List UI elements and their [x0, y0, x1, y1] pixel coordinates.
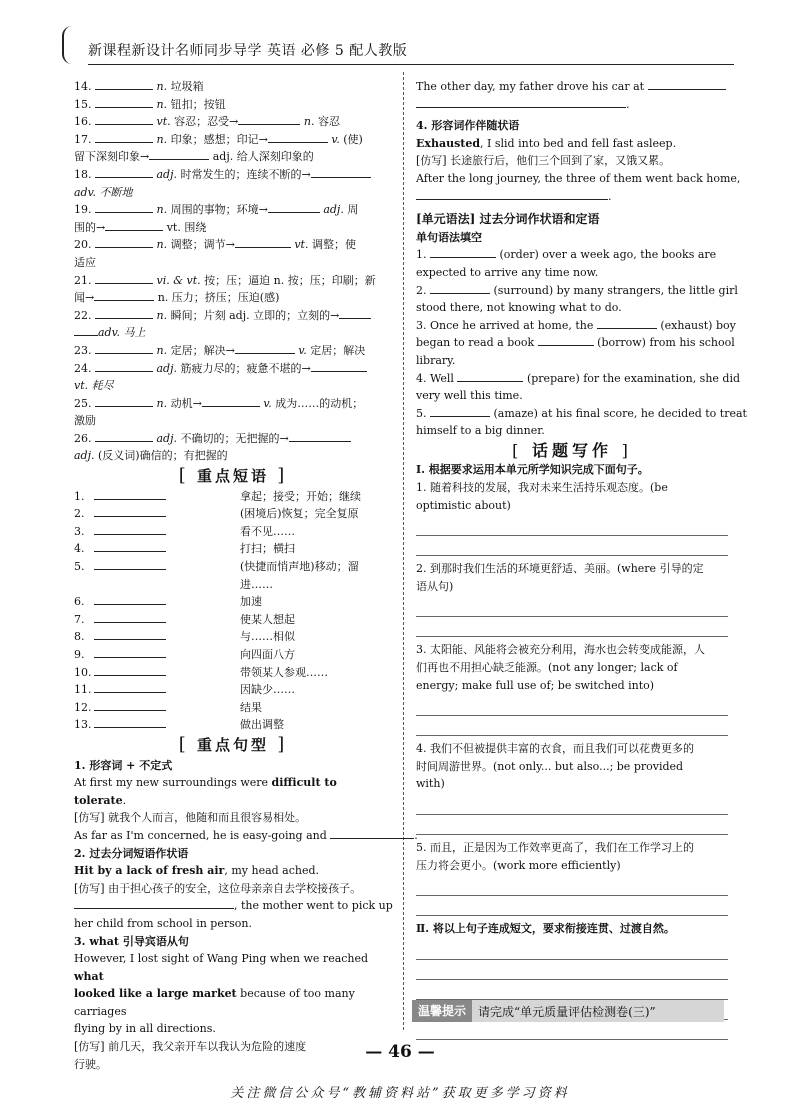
page-number: — 46 — [365, 1042, 435, 1062]
vocab-item-24-cont: vt. 耗尽 [74, 379, 114, 393]
phrase-item: 1. 拿起；接受；开始；继续 [74, 489, 361, 503]
phrase-item: 6. 加速 [74, 595, 262, 609]
answer-lines[interactable] [416, 516, 728, 556]
phrase-item: 3. 看不见…… [74, 524, 295, 538]
page-header-title: 新课程新设计名师同步导学 英语 必修 5 配人教版 [88, 43, 408, 59]
answer-blank[interactable] [311, 166, 371, 178]
answer-blank[interactable] [430, 246, 496, 258]
phrase-item: 8. 与……相似 [74, 630, 295, 644]
vocab-item-24: 24. adj. 筋疲力尽的；疲惫不堪的→ [74, 360, 392, 378]
answer-blank[interactable] [74, 324, 98, 336]
pattern-3-imitate-cont: 行驶。 [74, 1057, 107, 1071]
vocab-item-17: 17. n. 印象；感想；印记→ v. (使) [74, 132, 363, 146]
writing-part1-heading: Ⅰ. 根据要求运用本单元所学知识完成下面句子。 [416, 463, 649, 477]
answer-blank[interactable] [149, 148, 209, 160]
answer-blank[interactable] [95, 131, 153, 143]
answer-blank[interactable] [95, 430, 153, 442]
grammar-item-5: 5. (amaze) at his final score, he decided to treat [416, 406, 747, 420]
reminder-banner [412, 1000, 724, 1022]
grammar-heading: [单元语法] 过去分词作状语和定语 [416, 212, 600, 227]
answer-blank[interactable] [94, 505, 166, 517]
writing-exercises [416, 479, 728, 916]
vocab-item-22: 22. n. 瞬间；片刻 adj. 立即的；立刻的→ [74, 307, 392, 325]
grammar-item-2: 2. (surround) by many strangers, the little girl [416, 283, 738, 297]
pattern-2-example: Hit by a lack of fresh air, my head ached. [74, 864, 320, 878]
pattern-3-example-cont: looked like a large market because of too many carriages [74, 987, 355, 1018]
pattern-2-heading: 2. 过去分词短语作状语 [74, 846, 189, 860]
vocab-item-23: 23. n. 定居；解决→ v. 定居；解决 [74, 343, 366, 357]
pattern-4-fill: After the long journey, the three of them went back home, [416, 171, 741, 185]
sentences-section-title: [ 重点句型 ] [178, 733, 288, 755]
footer-note: 关注微信公众号“教辅资料站”获取更多学习资料 [230, 1086, 570, 1101]
answer-blank[interactable] [95, 166, 153, 178]
phrase-item: 11. 因缺少…… [74, 683, 295, 697]
vocab-list [74, 78, 392, 465]
grammar-item-1-cont: expected to arrive any time now. [416, 265, 599, 279]
answer-blank[interactable] [430, 282, 490, 294]
writing-item-4: 4. 我们不但被提供丰富的衣食，而且我们可以花费更多的 时间周游世界。(not only... but also...; be provided with) [416, 740, 728, 835]
answer-blank[interactable] [330, 827, 414, 839]
answer-blank[interactable] [95, 236, 153, 248]
phrase-item: 9. 向四面八方 [74, 648, 295, 661]
answer-blank[interactable] [311, 360, 367, 372]
pattern-1-heading: 1. 形容词 + 不定式 [74, 758, 173, 772]
answer-blank[interactable] [105, 219, 163, 231]
vocab-item-16: 16. vt. 容忍；忍受→ n. 容忍 [74, 115, 340, 129]
answer-blank[interactable] [235, 342, 295, 354]
grammar-item-4-cont: very well this time. [416, 389, 523, 403]
answer-blank[interactable] [95, 113, 153, 125]
answer-blank[interactable] [95, 360, 153, 372]
answer-blank[interactable] [94, 523, 166, 535]
answer-blank[interactable] [289, 430, 351, 442]
pattern-4-fill-cont: . [416, 188, 728, 206]
answer-lines[interactable] [416, 696, 728, 736]
answer-blank[interactable] [339, 307, 371, 319]
pattern-3-imitate: [仿写] 前几天，我父亲开车以我认为危险的速度 [74, 1040, 307, 1054]
answer-blank[interactable] [94, 628, 166, 640]
answer-blank[interactable] [94, 699, 166, 711]
vocab-item-25-cont: 激励 [74, 414, 96, 428]
grammar-item-5-cont: himself to a big dinner. [416, 424, 545, 438]
answer-blank[interactable] [538, 334, 594, 346]
answer-lines[interactable] [416, 876, 728, 916]
answer-blank[interactable] [430, 405, 490, 417]
phrases-section-title: [ 重点短语 ] [178, 465, 288, 487]
answer-blank[interactable] [95, 342, 153, 354]
writing-item-3: 3. 太阳能、风能将会被充分利用，海水也会转变成能源，人 们再也不用担心缺乏能源。(not any longer; lack of energy; make full use of; be switched into) [416, 641, 728, 736]
phrase-item: 5. (快捷而悄声地)移动；溜 [74, 560, 359, 574]
answer-blank[interactable] [74, 897, 234, 909]
vocab-item-21-cont: 闻→ n. 压力；挤压；压迫(感) [74, 291, 280, 305]
answer-blank[interactable] [238, 113, 300, 125]
answer-blank[interactable] [268, 131, 328, 143]
answer-blank[interactable] [416, 96, 626, 108]
answer-blank[interactable] [95, 272, 153, 284]
pattern-4-imitate: [仿写] 长途旅行后，他们三个回到了家，又饿又累。 [416, 154, 671, 168]
vocab-item-14: 14. n. 垃圾箱 [74, 80, 204, 93]
pattern-1-fill: As far as I'm concerned, he is easy-going and . [74, 828, 418, 842]
answer-lines[interactable] [416, 597, 728, 637]
answer-blank[interactable] [457, 370, 523, 382]
grammar-item-3-cont2: library. [416, 353, 456, 367]
answer-blank[interactable] [94, 540, 166, 552]
answer-blank[interactable] [648, 78, 726, 90]
answer-blank[interactable] [94, 558, 166, 570]
grammar-item-3-cont: began to read a book (borrow) from his school [416, 336, 735, 350]
phrase-item: 12. 结果 [74, 700, 262, 714]
grammar-exercises [416, 246, 747, 440]
pattern-3-example: However, I lost sight of Wang Ping when we reached what [74, 952, 369, 983]
pattern-3-fill-cont: . [416, 96, 728, 114]
pattern-4-example: Exhausted, I slid into bed and fell fast asleep. [416, 136, 677, 150]
answer-blank[interactable] [94, 646, 166, 658]
vocab-item-17-cont: 留下深刻印象→ adj. 给人深刻印象的 [74, 150, 314, 164]
writing-part2-heading: Ⅱ. 将以上句子连成短文，要求衔接连贯、过渡自然。 [416, 922, 675, 936]
pattern-1-imitate: [仿写] 就我个人而言，他随和而且很容易相处。 [74, 811, 307, 825]
phrase-item: 10. 带领某人参观…… [74, 665, 328, 679]
column-divider [403, 72, 404, 1030]
answer-blank[interactable] [94, 289, 154, 301]
phrase-item: 13. 做出调整 [74, 718, 284, 732]
writing-section-title: [ 话题写作 ] [512, 440, 632, 460]
vocab-item-18: 18. adj. 时常发生的；连续不断的→ [74, 166, 392, 184]
answer-blank[interactable] [94, 611, 166, 623]
writing-item-1: 1. 随着科技的发展，我对未来生活持乐观态度。(be optimistic about) [416, 479, 728, 556]
vocab-item-26-cont: adj. (反义词)确信的；有把握的 [74, 449, 228, 463]
writing-item-2: 2. 到那时我们生活的环境更舒适、美丽。(where 引导的定 语从句) [416, 560, 728, 637]
pattern-2-fill-cont: her child from school in person. [74, 916, 252, 930]
pattern-4-heading: 4. 形容词作伴随状语 [416, 119, 520, 133]
answer-blank[interactable] [94, 488, 166, 500]
vocab-item-22-cont: adv. 马上 [74, 324, 392, 342]
answer-blank[interactable] [95, 201, 153, 213]
essay-lines[interactable] [416, 940, 728, 1040]
answer-blank[interactable] [202, 395, 260, 407]
pattern-2-fill: , the mother went to pick up [74, 897, 392, 915]
phrase-item: 4. 打扫；横扫 [74, 542, 295, 556]
reminder-tag: 温馨提示 [412, 1000, 472, 1022]
vocab-item-20: 20. n. 调整；调节→ vt. 调整；使 [74, 238, 356, 252]
pattern-3-fill: The other day, my father drove his car at [416, 78, 728, 96]
grammar-subheading: 单句语法填空 [416, 230, 482, 244]
pattern-3-example-cont2: flying by in all directions. [74, 1022, 216, 1036]
answer-blank[interactable] [416, 188, 608, 200]
pattern-3-heading: 3. what 引导宾语从句 [74, 934, 189, 948]
vocab-item-21: 21. vi. & vt. 按；压；逼迫 n. 按；压；印刷；新 [74, 273, 376, 287]
grammar-item-3: 3. Once he arrived at home, the (exhaust) boy [416, 318, 736, 332]
vocab-item-20-cont: 适应 [74, 255, 96, 269]
pattern-1-example: At first my new surroundings were difficult to tolerate. [74, 776, 337, 807]
vocab-item-19: 19. n. 周围的事物；环境→ adj. 周 [74, 203, 359, 217]
reminder-text: 请完成“单元质量评估检测卷(三)” [478, 1004, 656, 1019]
header-bracket [62, 26, 78, 64]
answer-blank[interactable] [597, 317, 657, 329]
vocab-item-26: 26. adj. 不确切的；无把握的→ [74, 430, 392, 448]
answer-blank[interactable] [95, 96, 153, 108]
answer-blank[interactable] [268, 201, 320, 213]
grammar-item-2-cont: stood there, not knowing what to do. [416, 301, 622, 315]
writing-item-5: 5. 而且，正是因为工作效率更高了，我们在工作学习上的 压力将会更小。(work more efficiently) [416, 839, 728, 916]
answer-blank[interactable] [94, 716, 166, 728]
answer-blank[interactable] [94, 664, 166, 676]
answer-lines[interactable] [416, 795, 728, 835]
vocab-item-19-cont: 围的→ vt. 围绕 [74, 220, 207, 234]
answer-blank[interactable] [95, 78, 153, 90]
phrase-item: 2. (困境后)恢复；完全复原 [74, 507, 359, 521]
vocab-item-25: 25. n. 动机→ v. 成为……的动机； [74, 396, 364, 410]
answer-blank[interactable] [94, 681, 166, 693]
answer-blank[interactable] [95, 395, 153, 407]
answer-blank[interactable] [95, 307, 153, 319]
phrase-item: 进…… [240, 577, 273, 591]
header-rule [88, 64, 734, 65]
phrases-list [74, 488, 392, 734]
vocab-item-15: 15. n. 钮扣；按钮 [74, 97, 226, 111]
vocab-item-18-cont: adv. 不断地 [74, 185, 133, 199]
grammar-item-1: 1. (order) over a week ago, the books are [416, 248, 717, 262]
answer-blank[interactable] [94, 593, 166, 605]
grammar-item-4: 4. Well (prepare) for the examination, she did [416, 371, 741, 385]
right-column [416, 78, 747, 1044]
answer-blank[interactable] [235, 236, 291, 248]
phrase-item: 7. 使某人想起 [74, 612, 295, 626]
pattern-2-imitate: [仿写] 由于担心孩子的安全，这位母亲亲自去学校接孩子。 [74, 881, 362, 895]
